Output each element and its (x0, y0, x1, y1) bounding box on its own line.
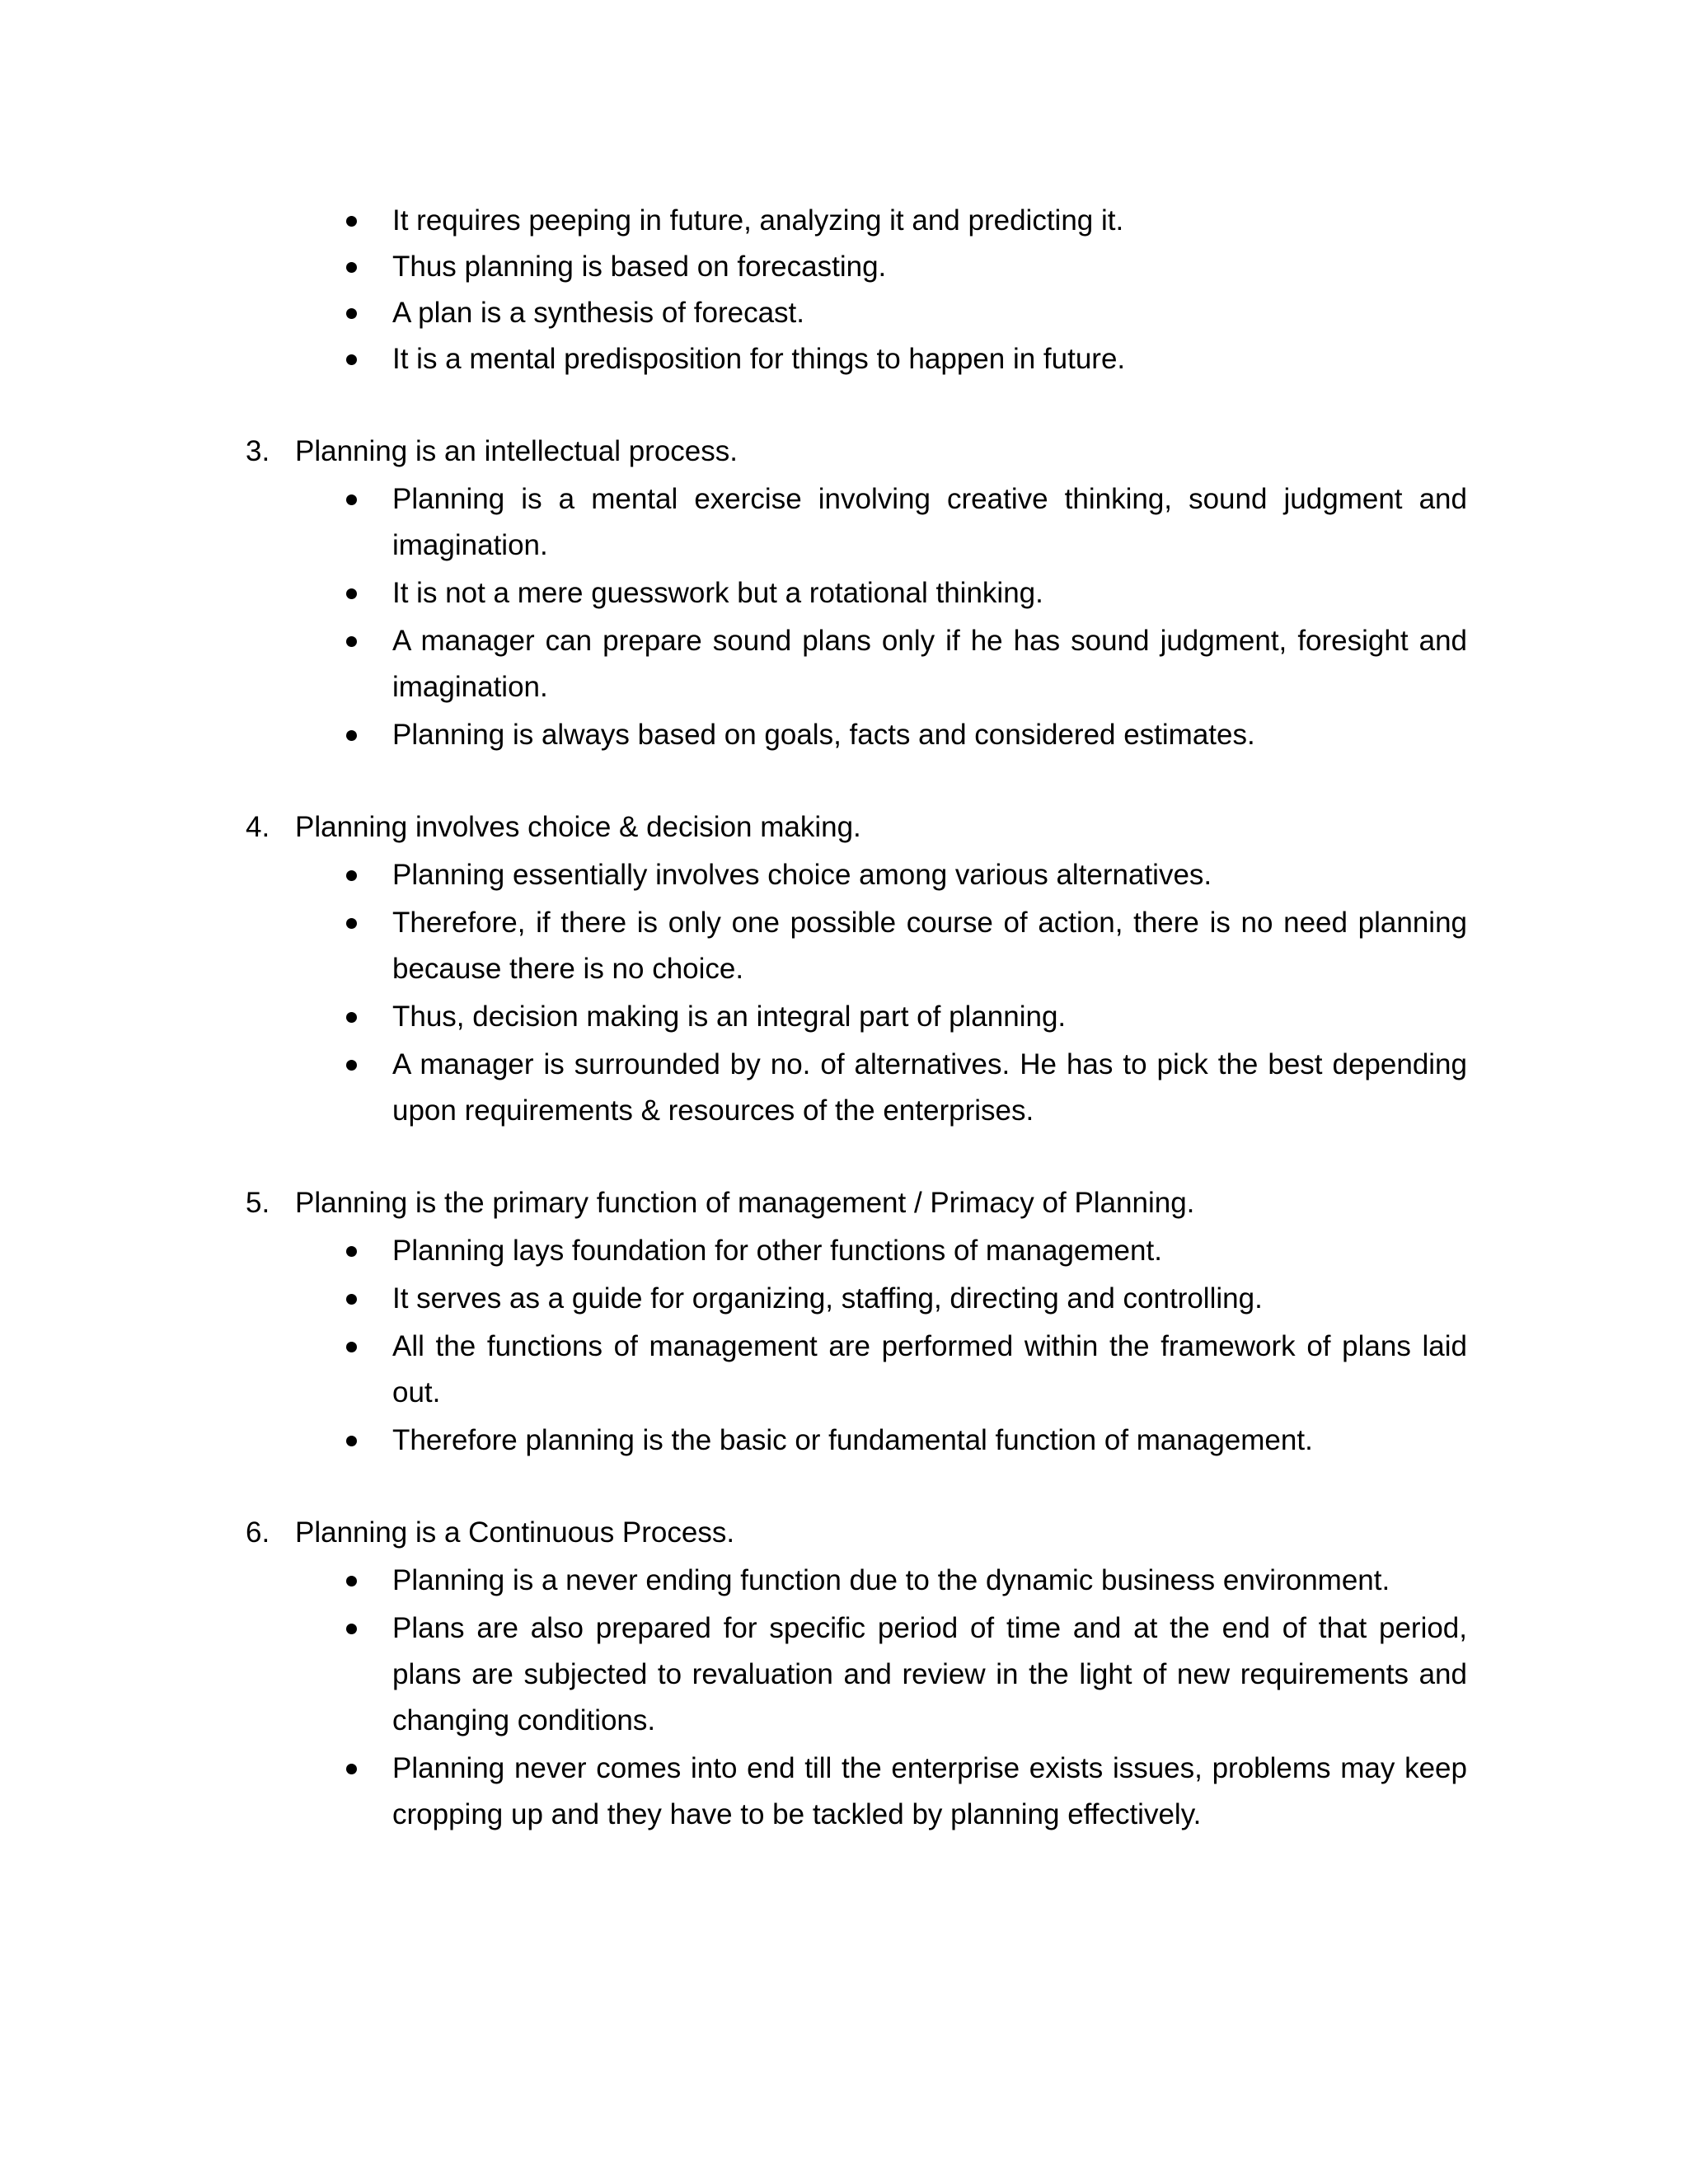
bullet-text: All the functions of management are performed within the framework of plans laid out. (392, 1330, 1467, 1408)
bullet-icon (346, 1012, 357, 1023)
bullet-text: Planning essentially involves choice among various alternatives. (392, 859, 1212, 891)
bullet-icon (346, 1294, 357, 1305)
section-title: Planning involves choice & decision making. (295, 811, 861, 843)
section-5 (246, 1180, 1467, 1464)
list-item (246, 336, 1467, 382)
bullet-text: It is a mental predisposition for things to happen in future. (392, 343, 1126, 375)
section-title: Planning is an intellectual process. (295, 435, 738, 467)
intro-bullet-list (246, 198, 1467, 382)
list-item (246, 712, 1467, 758)
bullet-text: It requires peeping in future, analyzing it and predicting it. (392, 204, 1124, 237)
section-bullet-list (246, 1558, 1467, 1838)
section-title: Planning is the primary function of management / Primacy of Planning. (295, 1187, 1195, 1219)
list-item (246, 900, 1467, 992)
bullet-text: Planning lays foundation for other functions of management. (392, 1235, 1162, 1267)
list-item (246, 994, 1467, 1040)
bullet-icon (346, 308, 357, 319)
bullet-icon (346, 1624, 357, 1634)
list-item (246, 198, 1467, 244)
list-item (246, 1276, 1467, 1322)
section-4 (246, 804, 1467, 1134)
list-item (246, 1746, 1467, 1838)
document-body (246, 198, 1467, 1838)
bullet-icon (346, 1764, 357, 1774)
bullet-text: Therefore planning is the basic or fundamental function of management. (392, 1424, 1313, 1456)
section-number: 6. (246, 1516, 270, 1549)
bullet-text: Planning never comes into end till the enterprise exists issues, problems may keep cropping up and they have to be tackled by planning effectively. (392, 1752, 1467, 1830)
bullet-icon (346, 1246, 357, 1257)
section-heading (246, 1510, 1467, 1556)
section-bullet-list (246, 476, 1467, 758)
bullet-text: Planning is always based on goals, facts and considered estimates. (392, 719, 1255, 751)
section-title: Planning is a Continuous Process. (295, 1516, 735, 1549)
list-item (246, 1324, 1467, 1416)
section-heading (246, 1180, 1467, 1226)
list-item (246, 1418, 1467, 1464)
section-3 (246, 429, 1467, 758)
section-6 (246, 1510, 1467, 1838)
list-item (246, 1605, 1467, 1744)
bullet-text: Planning is a mental exercise involving creative thinking, sound judgment and imagination. (392, 483, 1467, 561)
bullet-icon (346, 494, 357, 505)
bullet-text: A manager is surrounded by no. of alternatives. He has to pick the best depending upon requirements & resources of the enterprises. (392, 1048, 1467, 1127)
list-item (246, 570, 1467, 616)
bullet-text: A manager can prepare sound plans only if he has sound judgment, foresight and imagination. (392, 625, 1467, 703)
bullet-icon (346, 636, 357, 647)
bullet-text: Thus, decision making is an integral part of planning. (392, 1001, 1067, 1033)
bullet-icon (346, 354, 357, 365)
bullet-text: A plan is a synthesis of forecast. (392, 297, 804, 329)
section-number: 4. (246, 811, 270, 843)
bullet-text: Plans are also prepared for specific period of time and at the end of that period, plans are subjected to revaluation and review in the light of new requirements and changing conditions. (392, 1612, 1467, 1736)
section-number: 5. (246, 1187, 270, 1219)
section-bullet-list (246, 852, 1467, 1134)
section-bullet-list (246, 1228, 1467, 1464)
bullet-icon (346, 730, 357, 741)
list-item (246, 290, 1467, 336)
bullet-icon (346, 1342, 357, 1352)
bullet-icon (346, 216, 357, 227)
bullet-icon (346, 1576, 357, 1586)
section-number: 3. (246, 435, 270, 467)
bullet-text: It is not a mere guesswork but a rotational thinking. (392, 577, 1043, 609)
bullet-icon (346, 1060, 357, 1071)
bullet-text: Therefore, if there is only one possible course of action, there is no need planning because there is no choice. (392, 907, 1467, 985)
bullet-icon (346, 918, 357, 929)
section-heading (246, 804, 1467, 851)
list-item (246, 1228, 1467, 1274)
list-item (246, 1558, 1467, 1604)
bullet-text: It serves as a guide for organizing, staffing, directing and controlling. (392, 1282, 1263, 1315)
bullet-icon (346, 1436, 357, 1446)
list-item (246, 852, 1467, 898)
bullet-icon (346, 262, 357, 273)
bullet-icon (346, 870, 357, 881)
section-heading (246, 429, 1467, 475)
list-item (246, 244, 1467, 290)
list-item (246, 1042, 1467, 1134)
bullet-icon (346, 588, 357, 599)
list-item (246, 618, 1467, 710)
bullet-text: Thus planning is based on forecasting. (392, 251, 887, 283)
bullet-text: Planning is a never ending function due to the dynamic business environment. (392, 1564, 1390, 1596)
list-item (246, 476, 1467, 569)
